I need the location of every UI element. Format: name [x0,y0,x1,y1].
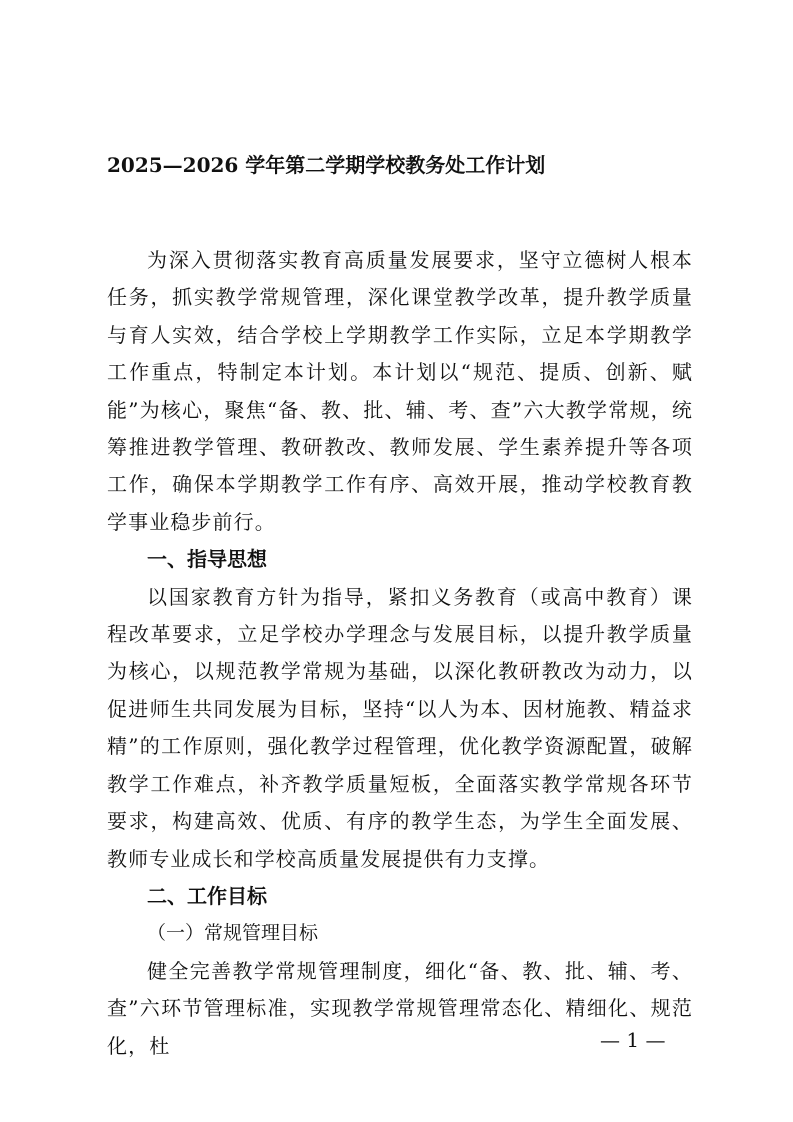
section-heading-work-goals: 二、工作目标 [147,883,267,908]
document-title: 2025—2026 学年第二学期学校教务处工作计划 [107,153,546,177]
document-body [107,242,693,1065]
section-heading-guiding-thought: 一、指导思想 [147,547,267,572]
routine-management-paragraph: 健全完善教学常规管理制度，细化“备、教、批、辅、考、查”六环节管理标准，实现教学常规管理常态化、精细化、规范化，杜 [107,958,693,1058]
intro-paragraph: 为深入贯彻落实教育高质量发展要求，坚守立德树人根本任务，抓实教学常规管理，深化课堂教学改革，提升教学质量与育人实效，结合学校上学期教学工作实际，立足本学期教学工作重点，特制定本计划。本计划以“规范、提质、创新、赋能”为核心，聚焦“备、教、批、辅、考、查”六大教学常规，统筹推进教学管理、教研教改、教师发展、学生素养提升等各项工作，确保本学期教学工作有序、高效开展，推动学校教育教学事业稳步前行。 [107,248,693,534]
subsection-heading-routine-management: （一）常规管理目标 [147,922,319,945]
guiding-thought-paragraph: 以国家教育方针为指导，紧扣义务教育（或高中教育）课程改革要求，立足学校办学理念与发展目标，以提升教学质量为核心，以规范教学常规为基础，以深化教研教改为动力，以促进师生共同发展为目标，坚持“以人为本、因材施教、精益求精”的工作原则，强化教学过程管理，优化教学资源配置，破解教学工作难点，补齐教学质量短板，全面落实教学常规各环节要求，构建高效、优质、有序的教学生态，为学生全面发展、教师专业成长和学校高质量发展提供有力支撑。 [107,584,693,871]
page-number: — 1 — [600,1028,666,1052]
